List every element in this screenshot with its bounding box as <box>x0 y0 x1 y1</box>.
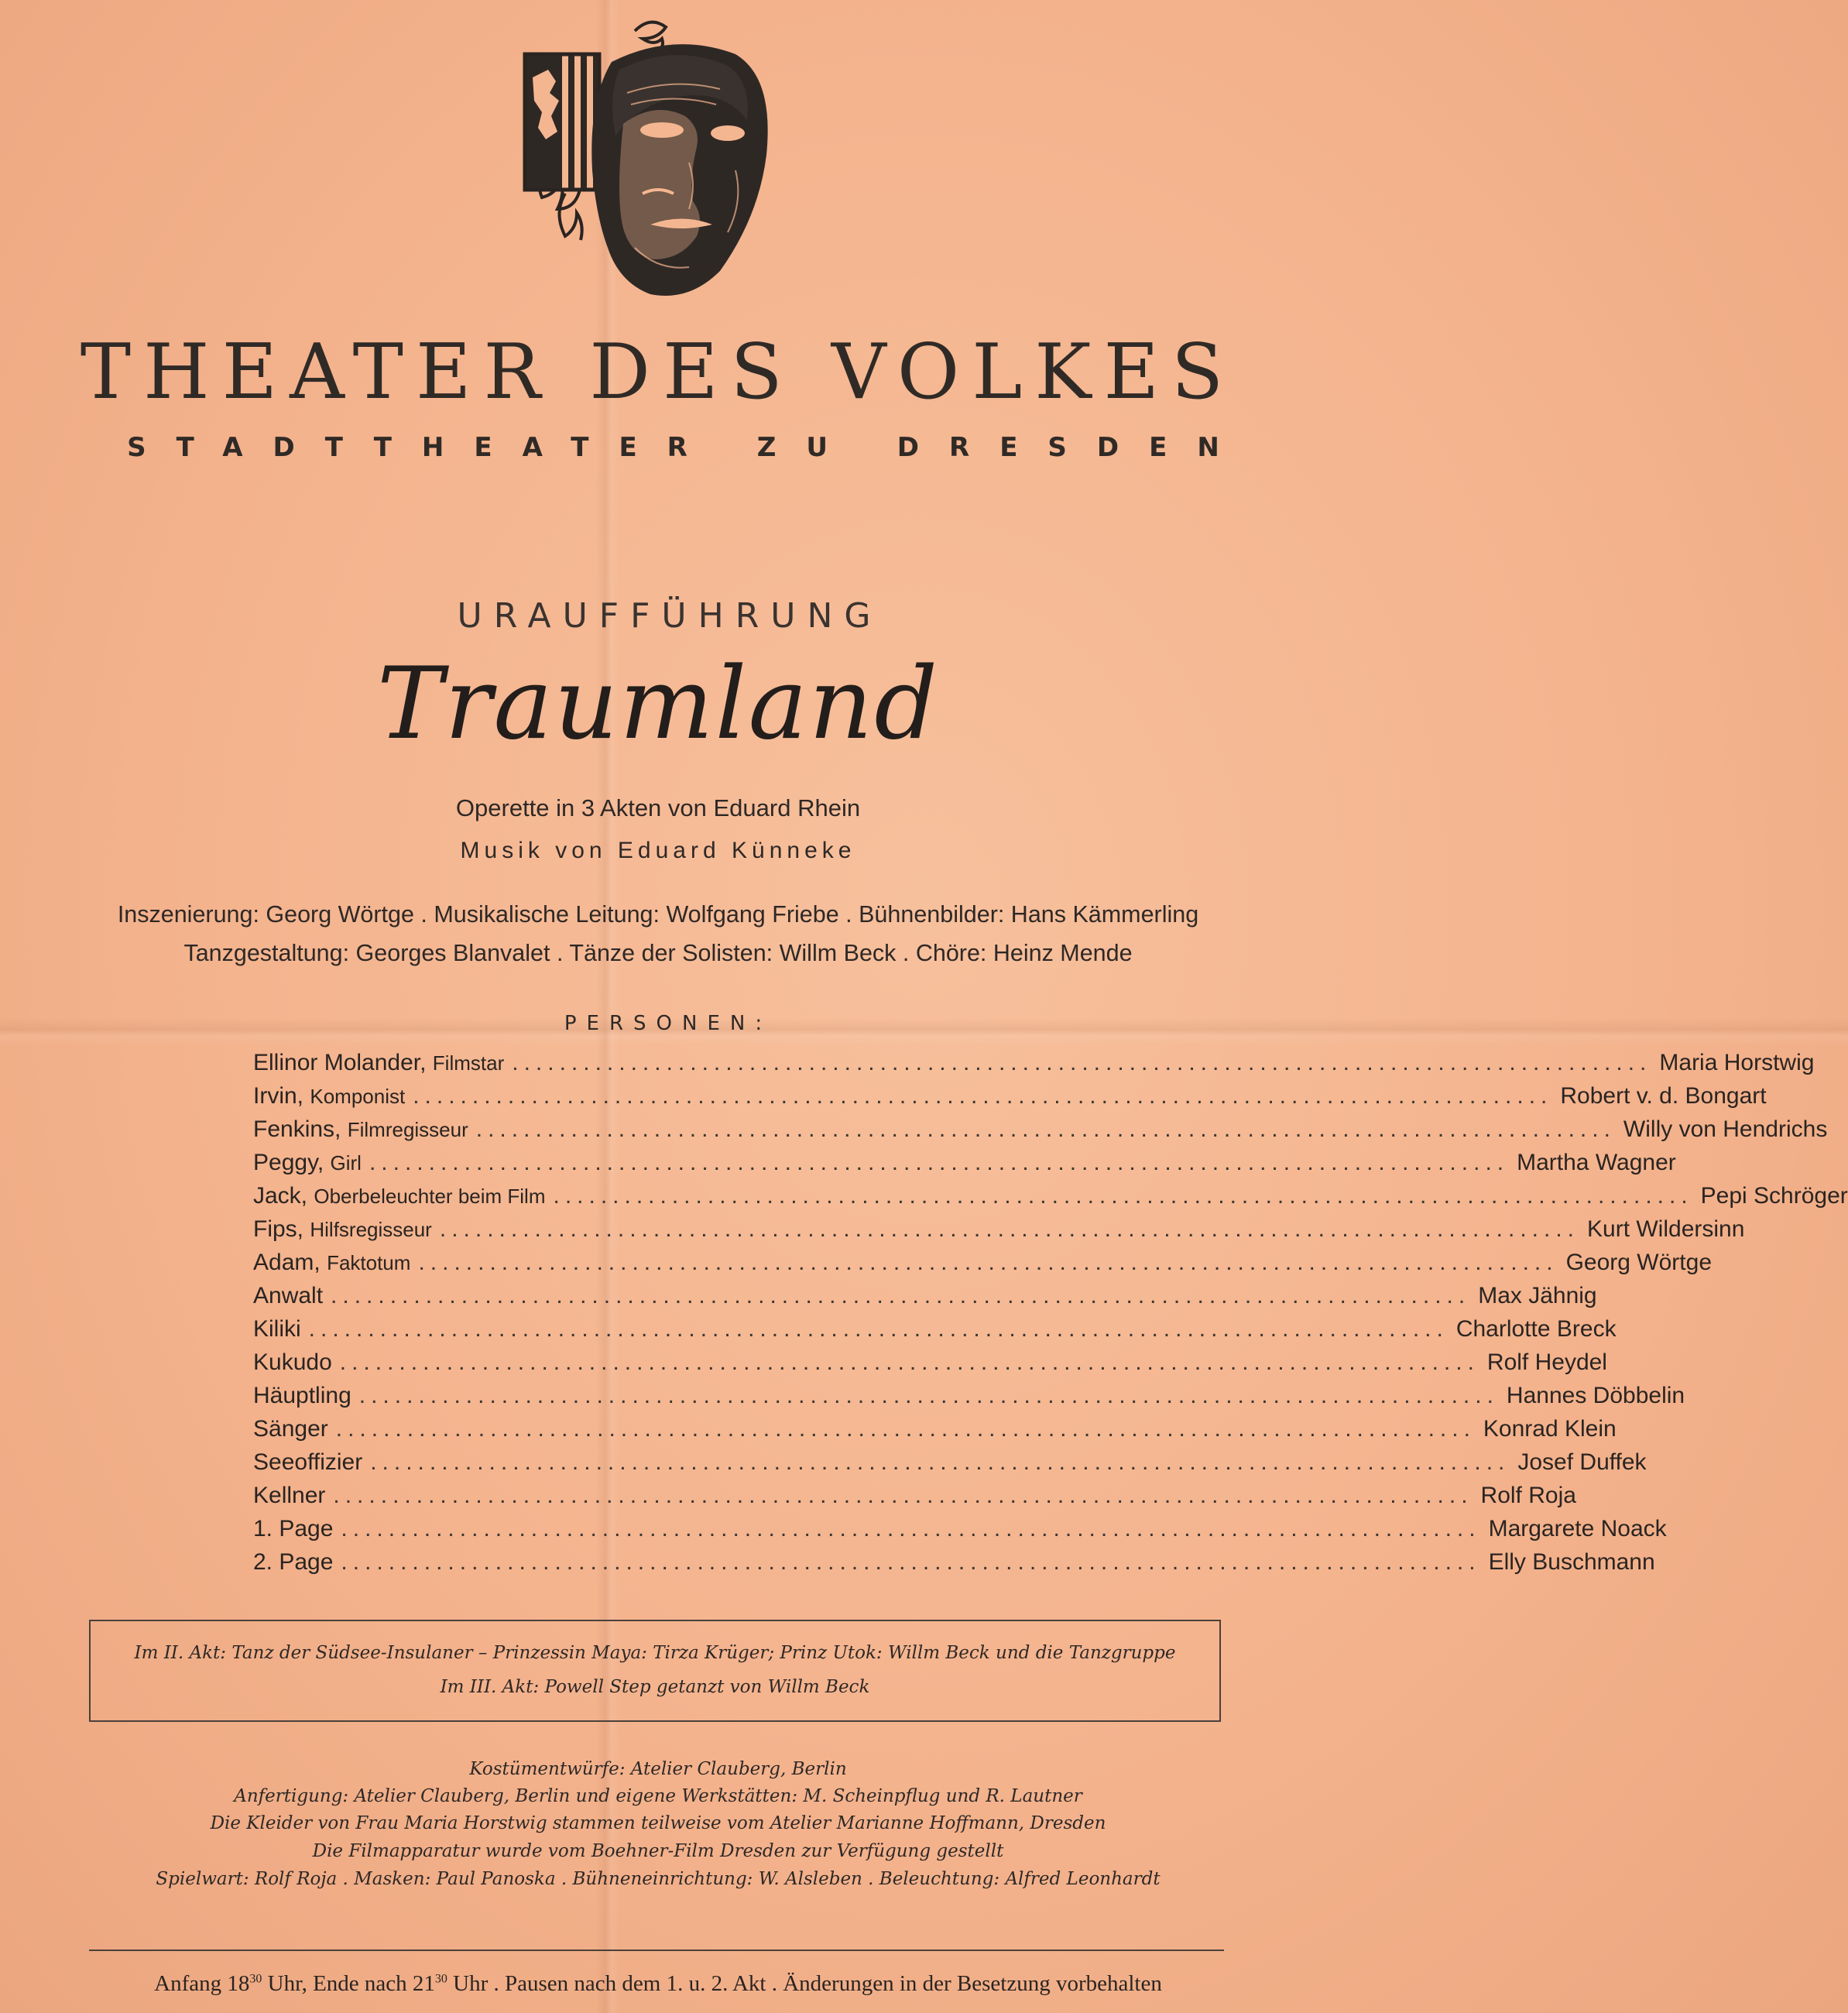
theater-name-heading: THEATER DES VOLKES <box>80 328 1236 417</box>
dot-leader: ................................................................................................ <box>331 1283 1471 1308</box>
cast-row <box>253 1183 1848 1216</box>
cast-row <box>253 1150 1676 1183</box>
footer-divider <box>89 1950 1224 1951</box>
role-name: Peggy, Girl <box>253 1150 362 1175</box>
actor-name: Willy von Hendrichs <box>1623 1116 1828 1142</box>
dot-leader: ................................................................................................ <box>358 1383 1499 1408</box>
dot-leader: ................................................................................................ <box>512 1050 1652 1075</box>
role-name: 2. Page <box>253 1549 334 1575</box>
dance-note-act-3: Im III. Akt: Powell Step getanzt von Willm Beck <box>440 1677 870 1697</box>
dot-leader: ................................................................................................ <box>553 1183 1693 1209</box>
theater-mask-logo-icon <box>503 15 813 317</box>
role-name: Jack, Oberbeleuchter beim Film <box>253 1183 546 1209</box>
role-name: Anwalt <box>253 1283 324 1308</box>
dot-leader: ................................................................................................ <box>439 1216 1580 1242</box>
role-name: Kukudo <box>253 1349 332 1375</box>
cast-list <box>253 1050 1848 1583</box>
cast-row <box>253 1316 1617 1349</box>
cast-row <box>253 1083 1767 1116</box>
dance-notes-box <box>89 1620 1221 1722</box>
actor-name: Hannes Döbbelin <box>1506 1383 1685 1408</box>
role-name: Seeoffizier <box>253 1449 363 1475</box>
role-name: Fenkins, Filmregisseur <box>253 1116 468 1142</box>
cast-row <box>253 1116 1828 1150</box>
cast-row <box>253 1250 1713 1283</box>
cast-row <box>253 1283 1597 1316</box>
actor-name: Rolf Roja <box>1480 1483 1576 1508</box>
staff-credits-line-2: Tanzgestaltung: Georges Blanvalet . Tänze der Solisten: Willm Beck . Chöre: Heinz Mende <box>183 940 1133 966</box>
cast-row <box>253 1516 1667 1549</box>
cast-row <box>253 1050 1815 1083</box>
actor-name: Kurt Wildersinn <box>1587 1216 1745 1242</box>
role-name: Häuptling <box>253 1383 351 1408</box>
dot-leader: ................................................................................................ <box>333 1483 1473 1508</box>
role-name: Irvin, Komponist <box>253 1083 406 1109</box>
production-credit-line: Anfertigung: Atelier Clauberg, Berlin und eigene Werkstätten: M. Scheinpflug und R. Lautner <box>234 1786 1082 1806</box>
actor-name: Margarete Noack <box>1488 1516 1667 1541</box>
role-name: Kellner <box>253 1483 326 1508</box>
dot-leader: ................................................................................................ <box>308 1316 1449 1342</box>
actor-name: Pepi Schröger <box>1700 1183 1848 1209</box>
role-name: Ellinor Molander, Filmstar <box>253 1050 505 1075</box>
cast-row <box>253 1383 1685 1416</box>
role-name: Adam, Faktotum <box>253 1250 411 1275</box>
play-title: Traumland <box>376 646 940 762</box>
actor-name: Rolf Heydel <box>1486 1349 1607 1375</box>
role-name: Fips, Hilfsregisseur <box>253 1216 432 1242</box>
dot-leader: ................................................................................................ <box>341 1516 1481 1541</box>
role-name: Sänger <box>253 1416 328 1442</box>
performance-times-footer: Anfang $18^{30}$ Uhr, Ende nach $21^{30}$ Uhr . Pausen nach dem 1. u. 2. Akt . Änderungen in der Besetzung vorbehalten <box>154 1971 1162 1996</box>
actor-name: Charlotte Breck <box>1455 1316 1617 1342</box>
role-name: Kiliki <box>253 1316 301 1342</box>
music-credit: Musik von Eduard Künneke <box>460 838 856 863</box>
dot-leader: ................................................................................................ <box>475 1116 1616 1142</box>
cast-heading: PERSONEN: <box>564 1012 773 1035</box>
genre-line: Operette in 3 Akten von Eduard Rhein <box>455 794 861 821</box>
dot-leader: ................................................................................................ <box>418 1250 1558 1275</box>
dot-leader: ................................................................................................ <box>370 1449 1510 1475</box>
cast-row <box>253 1483 1576 1516</box>
cast-row <box>253 1549 1655 1583</box>
cast-row <box>253 1216 1745 1250</box>
dot-leader: ................................................................................................ <box>369 1150 1510 1175</box>
premiere-label: URAUFFÜHRUNG <box>457 596 883 636</box>
production-credit-line: Die Kleider von Frau Maria Horstwig stammen teilweise vom Atelier Marianne Hoffmann, Dresden <box>210 1813 1106 1833</box>
staff-credits-line-1: Inszenierung: Georg Wörtge . Musikalische Leitung: Wolfgang Friebe . Bühnenbilder: Hans Kämmerling <box>117 901 1199 928</box>
dot-leader: ................................................................................................ <box>339 1349 1479 1375</box>
dance-note-act-2: Im II. Akt: Tanz der Südsee-Insulaner – Prinzessin Maya: Tirza Krüger; Prinz Utok: Willm Beck und die Tanzgruppe <box>134 1643 1176 1663</box>
actor-name: Konrad Klein <box>1483 1416 1617 1442</box>
actor-name: Robert v. d. Bongart <box>1560 1083 1767 1109</box>
actor-name: Maria Horstwig <box>1659 1050 1815 1075</box>
actor-name: Max Jähnig <box>1478 1283 1597 1308</box>
cast-row <box>253 1449 1647 1483</box>
actor-name: Georg Wörtge <box>1565 1250 1713 1275</box>
dot-leader: ................................................................................................ <box>413 1083 1553 1109</box>
production-credit-line: Kostümentwürfe: Atelier Clauberg, Berlin <box>469 1759 847 1779</box>
dot-leader: ................................................................................................ <box>335 1416 1476 1442</box>
production-credit-line: Spielwart: Rolf Roja . Masken: Paul Panoska . Bühneneinrichtung: W. Alsleben . Beleuchtung: Alfred Leonhardt <box>156 1869 1161 1889</box>
cast-row <box>253 1349 1607 1383</box>
actor-name: Elly Buschmann <box>1488 1549 1655 1575</box>
production-credit-line: Die Filmapparatur wurde vom Boehner-Film Dresden zur Verfügung gestellt <box>312 1841 1004 1861</box>
role-name: 1. Page <box>253 1516 334 1541</box>
actor-name: Josef Duffek <box>1517 1449 1647 1475</box>
actor-name: Martha Wagner <box>1517 1150 1676 1175</box>
cast-row <box>253 1416 1617 1449</box>
theater-subtitle: STADTTHEATER ZU DRESDEN <box>127 432 1250 463</box>
dot-leader: ................................................................................................ <box>341 1549 1481 1575</box>
